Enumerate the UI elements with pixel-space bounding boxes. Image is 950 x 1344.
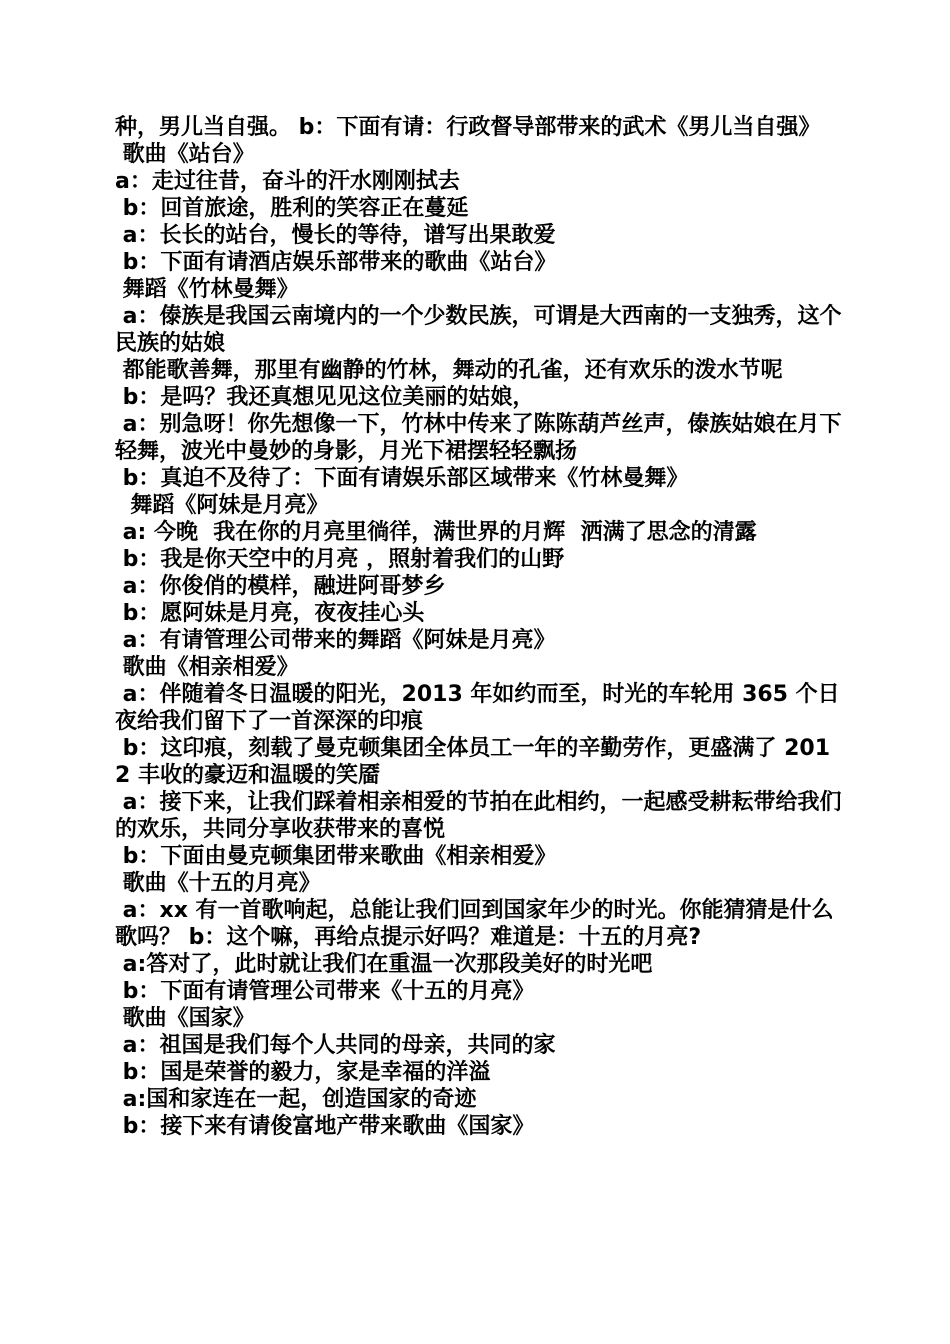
text-line: a：走过往昔，奋斗的汗水刚刚拭去 bbox=[115, 169, 460, 194]
text-line: b：接下来有请俊富地产带来歌曲《国家》 bbox=[115, 1114, 535, 1139]
text-line: a：长长的站台，慢长的等待，谱写出果敢爱 bbox=[115, 223, 556, 248]
text-line: b：下面有请酒店娱乐部带来的歌曲《站台》 bbox=[115, 250, 557, 275]
song-heading: 歌曲《站台》 bbox=[115, 142, 255, 167]
text-line: b：下面有请管理公司带来《十五的月亮》 bbox=[115, 979, 535, 1004]
text-line: a：别急呀！你先想像一下，竹林中传来了陈陈葫芦丝声，傣族姑娘在月下轻舞，波光中曼妙的身影，月光下裙摆轻轻飘扬 bbox=[115, 412, 842, 464]
text-line: 种，男儿当自强。 b：下面有请：行政督导部带来的武术《男儿当自强》 bbox=[115, 115, 821, 140]
text-line: a：接下来，让我们踩着相亲相爱的节拍在此相约，一起感受耕耘带给我们的欢乐，共同分享收获带来的喜悦 bbox=[115, 790, 842, 842]
text-line: b：下面由曼克顿集团带来歌曲《相亲相爱》 bbox=[115, 844, 557, 869]
song-heading: 歌曲《国家》 bbox=[115, 1006, 255, 1031]
dance-heading: 舞蹈《阿妹是月亮》 bbox=[115, 493, 329, 518]
text-line: 都能歌善舞，那里有幽静的竹林，舞动的孔雀，还有欢乐的泼水节呢 bbox=[115, 358, 783, 383]
text-line: a：xx 有一首歌响起，总能让我们回到国家年少的时光。你能猜猜是什么歌吗？ b：这个嘛，再给点提示好吗？难道是：十五的月亮? bbox=[115, 898, 834, 950]
text-line: b：国是荣誉的毅力，家是幸福的洋溢 bbox=[115, 1060, 491, 1085]
text-line: a：伴随着冬日温暖的阳光，2013 年如约而至，时光的车轮用 365 个日夜给我们留下了一首深深的印痕 bbox=[115, 682, 840, 734]
text-line: b：这印痕，刻载了曼克顿集团全体员工一年的辛勤劳作，更盛满了 2012 丰收的豪迈和温暖的笑靥 bbox=[115, 736, 831, 788]
text-line: a: 今晚 我在你的月亮里徜徉，满世界的月辉 洒满了思念的清露 bbox=[115, 520, 757, 545]
text-line: b：真迫不及待了：下面有请娱乐部区域带来《竹林曼舞》 bbox=[115, 466, 689, 491]
text-line: b：我是你天空中的月亮 ，照射着我们的山野 bbox=[115, 547, 565, 572]
text-line: a：祖国是我们每个人共同的母亲，共同的家 bbox=[115, 1033, 556, 1058]
text-line: a:国和家连在一起，创造国家的奇迹 bbox=[115, 1087, 477, 1112]
song-heading: 歌曲《相亲相爱》 bbox=[115, 655, 299, 680]
text-line: a:答对了，此时就让我们在重温一次那段美好的时光吧 bbox=[115, 952, 653, 977]
document-body bbox=[115, 114, 845, 1140]
text-line: b：回首旅途，胜利的笑容正在蔓延 bbox=[115, 196, 469, 221]
text-line: b：愿阿妹是月亮，夜夜挂心头 bbox=[115, 601, 425, 626]
song-heading: 歌曲《十五的月亮》 bbox=[115, 871, 321, 896]
dance-heading: 舞蹈《竹林曼舞》 bbox=[115, 277, 299, 302]
text-line: b：是吗？我还真想见见这位美丽的姑娘， bbox=[115, 385, 535, 410]
text-line: a：你俊俏的模样，融进阿哥梦乡 bbox=[115, 574, 446, 599]
text-line: a：有请管理公司带来的舞蹈《阿妹是月亮》 bbox=[115, 628, 556, 653]
text-line: a：傣族是我国云南境内的一个少数民族，可谓是大西南的一支独秀，这个民族的姑娘 bbox=[115, 304, 842, 356]
